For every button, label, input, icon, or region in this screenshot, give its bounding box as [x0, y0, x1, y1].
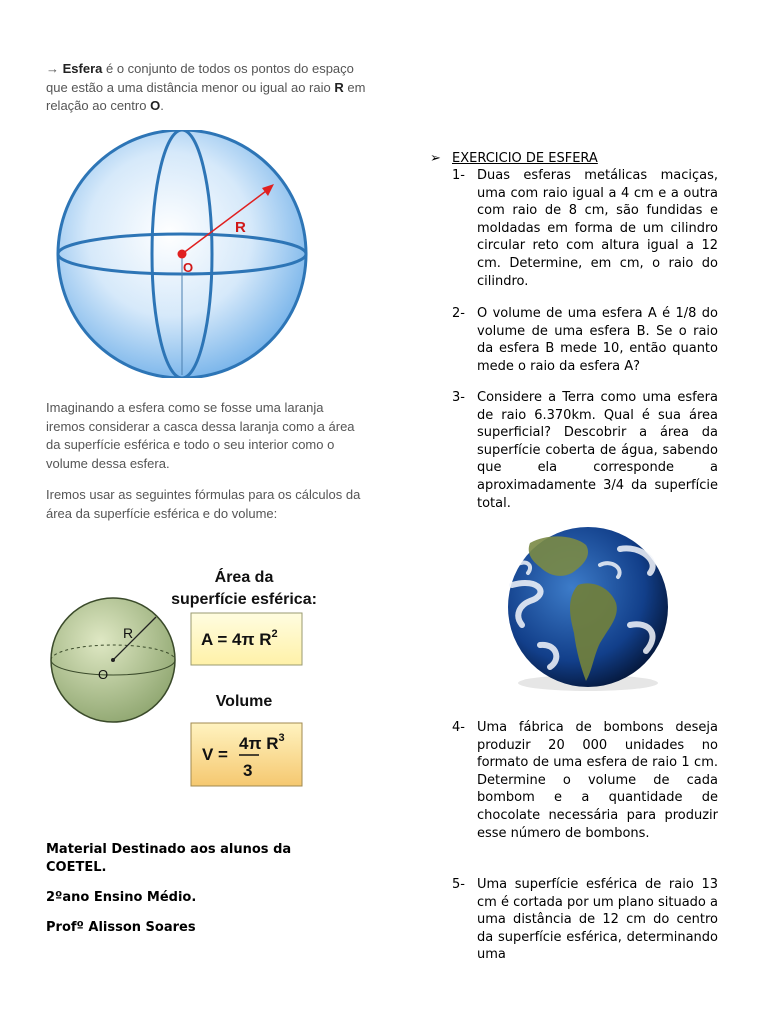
exercise-text: O volume de uma esfera A é 1/8 do volume de uma esfera B. Se o raio da esfera B mede 10, então quanto mede o raio da esfera A?	[477, 306, 718, 374]
exercise-item	[452, 305, 718, 375]
paragraph-orange-analogy: Imaginando a esfera como se fosse uma laranja iremos considerar a casca dessa laranja como a área da superfície esférica e todo o seu interior como o volume dessa esfera.	[46, 400, 355, 471]
area-formula: A = 4π $R^2$	[201, 628, 278, 649]
sphere-diagram	[46, 130, 318, 378]
paragraph-formulas-intro: Iremos usar as seguintes fórmulas para os cálculos da área da superfície esférica e do volume:	[46, 487, 361, 521]
exercise-item	[452, 719, 718, 842]
center-label: O	[183, 260, 194, 275]
area-title-line1: Área da	[214, 569, 274, 586]
arrow-icon: →	[46, 61, 59, 76]
footer-grade: 2ºano Ensino Médio.	[46, 890, 197, 905]
definition-term: Esfera	[62, 61, 103, 76]
exercise-item	[452, 167, 718, 290]
green-center-point	[111, 658, 115, 662]
exercise-text: Considere a Terra como uma esfera de raio 6.370km. Qual é sua área superficial? Descobrir a área da superfície coberta de água, sabendo que ela corresponde a aproximadamente 3/4 da superfície total.	[477, 390, 718, 511]
exercise-number: 1-	[452, 168, 465, 183]
exercise-number: 3-	[452, 390, 465, 405]
bullet-arrow-icon: ➢	[430, 151, 441, 166]
green-radius-label: R	[123, 625, 134, 641]
footer-audience: Material Destinado aos alunos da COETEL.	[46, 842, 292, 875]
earth-image	[500, 525, 676, 695]
exercise-item	[452, 389, 718, 512]
sphere-definition: → Esfera é o conjunto de todos os pontos do espaço que estão a uma distância menor ou igual ao raio R em relação ao centro O.	[46, 61, 366, 113]
volume-numerator: 4π $R^3$	[239, 732, 285, 753]
green-center-label: O	[98, 667, 109, 682]
exercise-text: Uma fábrica de bombons deseja produzir 20 000 unidades no formato de uma esfera de raio 1 cm. Determine o volume de cada bombom e a quantidade de chocolate necessária para produzir esse número de bombons.	[477, 720, 718, 841]
exercise-number: 4-	[452, 720, 465, 735]
radius-label: R	[235, 219, 246, 236]
exercise-text: Duas esferas metálicas maciças, uma com raio igual a 4 cm e a outra com raio de 8 cm, são fundidas e moldadas em forma de um cilindro circular reto com altura igual a 12 cm. Determine, em cm, o raio do cilindro.	[477, 168, 718, 289]
exercise-text: Uma superfície esférica de raio 13 cm é cortada por um plano situado a uma distância de 12 cm do centro da superfície esférica, determinando uma	[477, 877, 718, 962]
volume-denominator: 3	[243, 761, 253, 780]
area-title-line2: superfície esférica:	[171, 591, 317, 608]
center-point	[178, 250, 187, 259]
exercise-item	[452, 876, 718, 962]
exercise-number: 2-	[452, 306, 465, 321]
exercises-title: ➢ EXERCICIO DE ESFERA	[430, 151, 598, 166]
exercise-number: 5-	[452, 877, 465, 892]
volume-title: Volume	[215, 693, 273, 710]
formula-diagram	[46, 560, 346, 796]
footer-teacher: Profº Alisson Soares	[46, 920, 196, 935]
volume-lhs: V =	[202, 745, 228, 764]
